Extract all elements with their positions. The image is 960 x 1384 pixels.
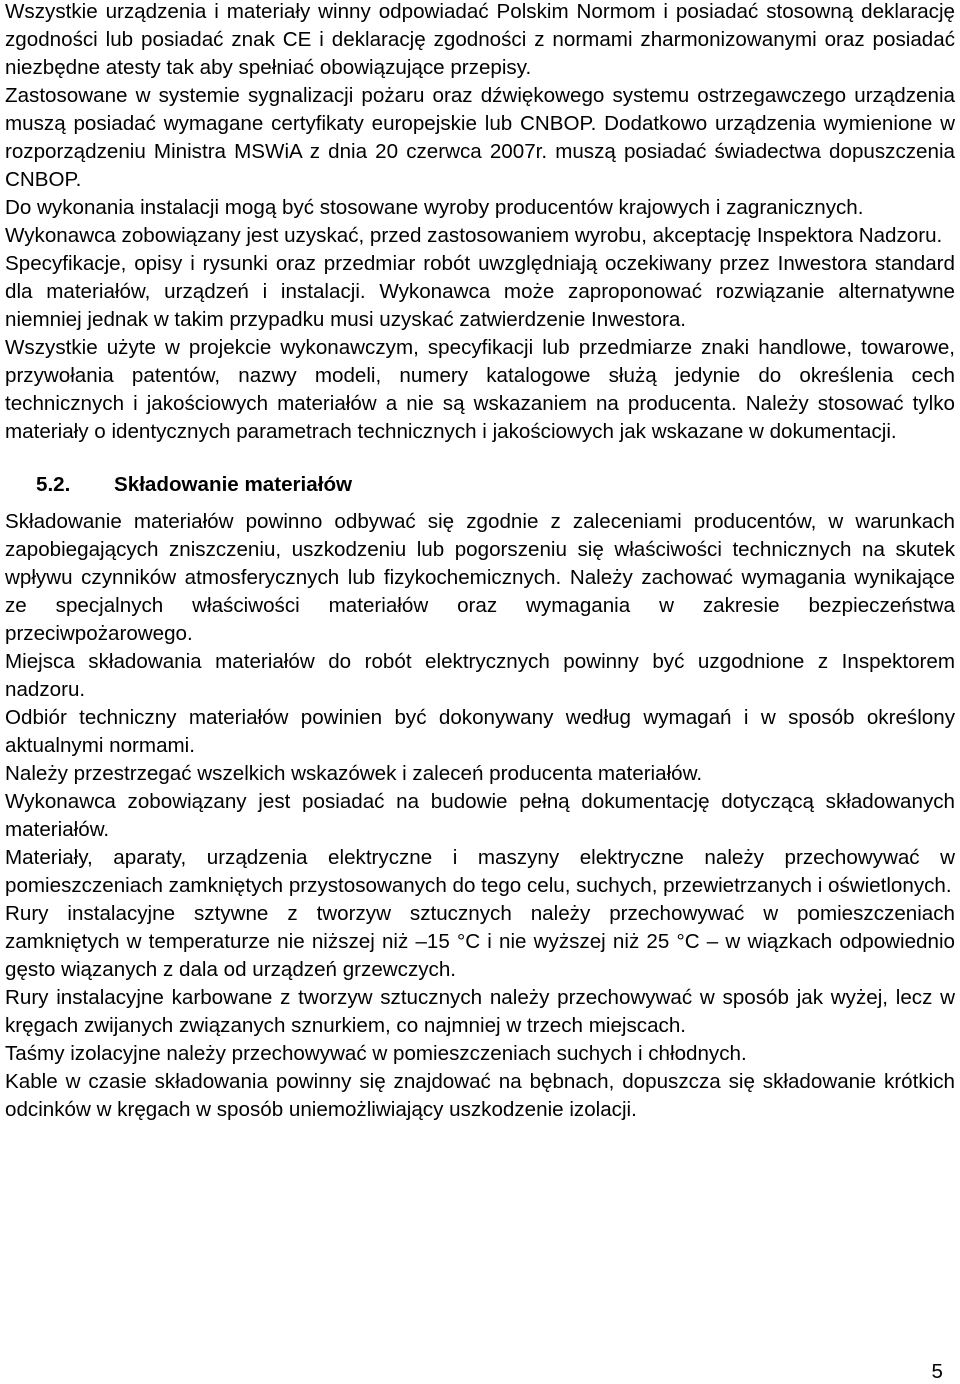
section-intro: [5, 0, 955, 446]
paragraph: Kable w czasie składowania powinny się znajdować na bębnach, dopuszcza się składowanie krótkich odcinków w kręgach w sposób uniemożliwiający uszkodzenie izolacji.: [5, 1070, 955, 1121]
paragraph: Taśmy izolacyjne należy przechowywać w pomieszczeniach suchych i chłodnych.: [5, 1042, 747, 1065]
paragraph: Wykonawca zobowiązany jest posiadać na budowie pełną dokumentację dotyczącą składowanych materiałów.: [5, 790, 955, 841]
paragraph: Rury instalacyjne sztywne z tworzyw sztucznych należy przechowywać w pomieszczeniach zamkniętych w temperaturze nie niższej niż –15 °C i nie wyższej niż 25 °C – w wiązkach odpowiednio gęsto wiązanych z dala od urządzeń grzewczych.: [5, 902, 955, 981]
section-title: Składowanie materiałów: [114, 473, 353, 496]
paragraph: Wszystkie urządzenia i materiały winny odpowiadać Polskim Normom i posiadać stosowną deklarację zgodności lub posiadać znak CE i deklarację zgodności z normami zharmonizowanymi oraz posiadać niezbędne atesty tak aby spełniać obowiązujące przepisy.: [5, 0, 955, 79]
paragraph: Materiały, aparaty, urządzenia elektryczne i maszyny elektryczne należy przechowywać w pomieszczeniach zamkniętych przystosowanych do tego celu, suchych, przewietrzanych i oświetlonych.: [5, 846, 955, 897]
paragraph: Rury instalacyjne karbowane z tworzyw sztucznych należy przechowywać w sposób jak wyżej, lecz w kręgach zwijanych związanych sznurkiem, co najmniej w trzech miejscach.: [5, 986, 955, 1037]
paragraph: Składowanie materiałów powinno odbywać się zgodnie z zaleceniami producentów, w warunkach zapobiegających zniszczeniu, uszkodzeniu lub pogorszeniu się właściwości technicznych na skutek wpływu czynników atmosferycznych lub fizykochemicznych. Należy zachować wymagania wynikające ze specjalnych właściwości materiałów oraz wymagania w zakresie bezpieczeństwa przeciwpożarowego.: [5, 510, 955, 645]
paragraph: Wszystkie użyte w projekcie wykonawczym, specyfikacji lub przedmiarze znaki handlowe, towarowe, przywołania patentów, nazwy modeli, numery katalogowe służą jedynie do określenia cech technicznych i jakościowych materiałów a nie są wskazaniem na producenta. Należy stosować tylko materiały o identycznych parametrach technicznych i jakościowych jak wskazane w dokumentacji.: [5, 336, 955, 443]
paragraph: Odbiór techniczny materiałów powinien być dokonywany według wymagań i w sposób określony aktualnymi normami.: [5, 706, 955, 757]
document-page: [5, 0, 955, 1124]
section-heading: [5, 471, 955, 499]
paragraph: Do wykonania instalacji mogą być stosowane wyroby producentów krajowych i zagranicznych.: [5, 196, 864, 219]
paragraph: Wykonawca zobowiązany jest uzyskać, przed zastosowaniem wyrobu, akceptację Inspektora Nadzoru.: [5, 224, 943, 247]
paragraph: Należy przestrzegać wszelkich wskazówek i zaleceń producenta materiałów.: [5, 762, 703, 785]
paragraph: Miejsca składowania materiałów do robót elektrycznych powinny być uzgodnione z Inspektorem nadzoru.: [5, 650, 955, 701]
page-number: 5: [931, 1360, 943, 1383]
paragraph: Zastosowane w systemie sygnalizacji pożaru oraz dźwiękowego systemu ostrzegawczego urządzenia muszą posiadać wymagane certyfikaty europejskie lub CNBOP. Dodatkowo urządzenia wymienione w rozporządzeniu Ministra MSWiA z dnia 20 czerwca 2007r. muszą posiadać świadectwa dopuszczenia CNBOP.: [5, 84, 955, 191]
section-number: 5.2.: [36, 473, 71, 496]
paragraph: Specyfikacje, opisy i rysunki oraz przedmiar robót uwzględniają oczekiwany przez Inwestora standard dla materiałów, urządzeń i instalacji. Wykonawca może zaproponować rozwiązanie alternatywne niemniej jednak w takim przypadku musi uzyskać zatwierdzenie Inwestora.: [5, 252, 955, 331]
section-storage: [5, 508, 955, 1124]
